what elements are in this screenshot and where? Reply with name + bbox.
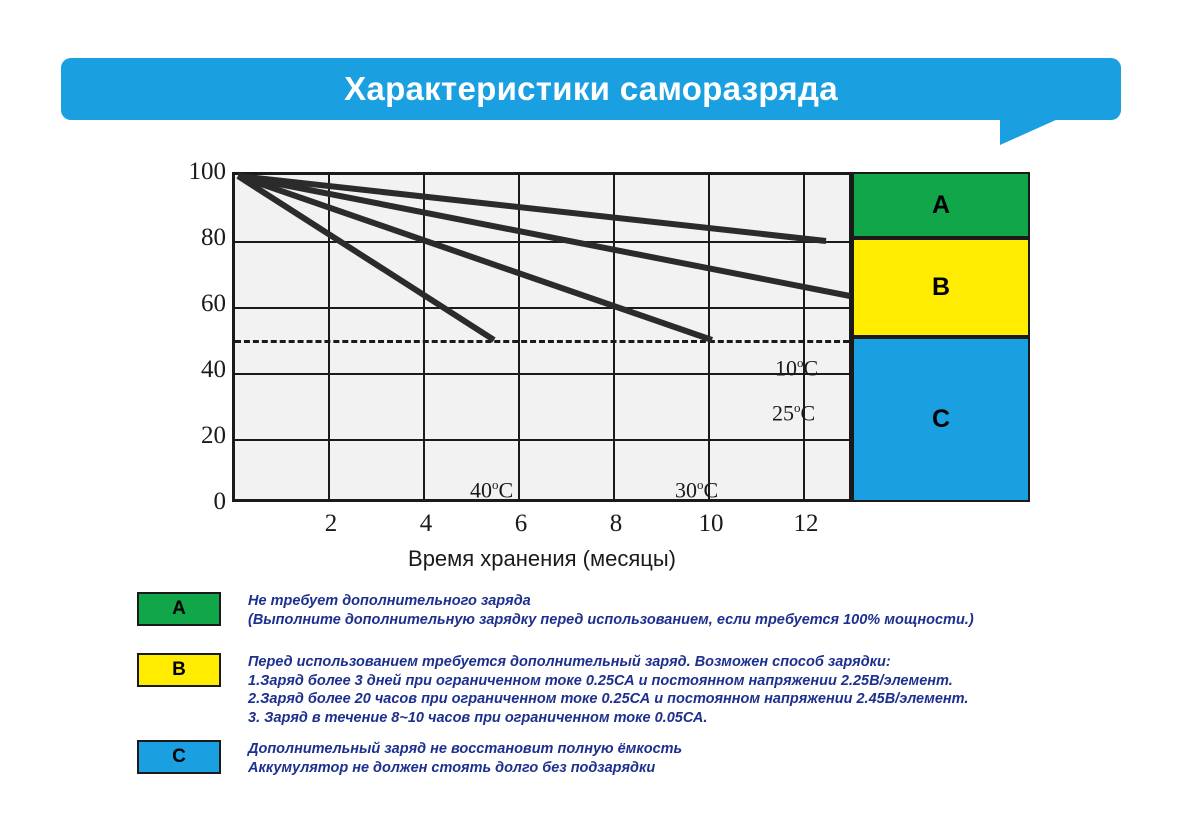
self-discharge-chart [0,150,1182,580]
legend-chip-a: A [137,592,221,626]
x-tick-2: 2 [324,510,338,537]
y-tick-80: 80 [201,224,226,251]
x-tick-6: 6 [514,510,528,537]
legend-text-b-line-1: Перед использованием требуется дополнительный заряд. Возможен способ зарядки: [248,654,891,670]
curve-label-40c: 40$^o$C [470,477,514,503]
legend-text-c [248,740,682,777]
curve-label-10c: 10$^o$C [775,355,819,381]
discharge-curves [232,172,852,502]
legend-chip-c: C [137,740,221,774]
y-axis-ticks [160,150,226,515]
legend-text-c-line-1: Дополнительный заряд не восстановит полную ёмкость [248,741,683,757]
zone-b-block: B [852,238,1030,337]
y-tick-0: 0 [213,488,226,515]
legend-text-b-line-4: 3. Заряд в течение 8~10 часов при ограниченном токе 0.05СА. [248,709,708,726]
x-tick-4: 4 [419,510,433,537]
legend-text-c-line-2: Аккумулятор не должен стоять долго без подзарядки [248,759,656,776]
legend-text-b-line-3: 2.Заряд более 20 часов при ограниченном токе 0.25СА и постоянном напряжении 2.45В/элемент. [248,691,969,707]
page-title: Характеристики саморазряда [344,70,838,107]
legend-text-b [248,653,968,727]
zone-c-block: C [852,337,1030,502]
x-tick-10: 10 [698,510,724,537]
legend-text-a [248,592,974,629]
legend-chip-b: B [137,653,221,687]
legend-text-a-line-1: Не требует дополнительного заряда [248,593,531,609]
y-tick-20: 20 [201,422,226,449]
x-tick-8: 8 [609,510,623,537]
legend-text-b-line-2: 1.Заряд более 3 дней при ограниченном токе 0.25СА и постоянном напряжении 2.25В/элемент. [248,672,953,689]
x-axis-ticks [232,510,852,544]
curve-label-30c: 30$^o$C [675,477,719,503]
zone-a-block: A [852,172,1030,238]
x-axis-title: Время хранения (месяцы) [408,546,676,571]
title-banner [61,58,1121,120]
banner-tail-decoration [1000,119,1058,145]
y-tick-60: 60 [201,290,226,317]
y-tick-100: 100 [188,158,226,185]
y-tick-40: 40 [201,356,226,383]
legend-text-a-line-2: (Выполните дополнительную зарядку перед использованием, если требуется 100% мощности.) [248,611,974,628]
x-tick-12: 12 [793,510,819,537]
curve-label-25c: 25$^o$C [772,400,816,426]
